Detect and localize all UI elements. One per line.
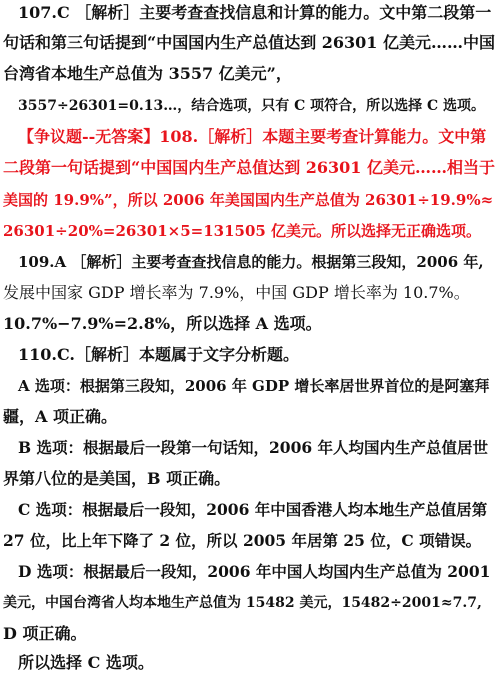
q107-line-1: 107.C ［解析］主要考查查找信息和计算的能力。文中第二段第一	[18, 3, 492, 22]
q108-line-4: 26301÷20%=26301×5=131505 亿美元。所以选择无正确选项。	[3, 222, 482, 240]
q110-option-b-line-1: B 选项：根据最后一段第一句话知，2006 年人均国内生产总值居世	[18, 438, 489, 457]
q107-line-4: 3557÷26301=0.13…，结合选项，只有 C 项符合，所以选择 C 选项。	[18, 98, 486, 114]
q107-line-2: 句话和第三句话提到“中国国内生产总值达到 26301 亿美元……中国	[3, 33, 496, 52]
q109-line-2: 发展中国家 GDP 增长率为 7.9%，中国 GDP 增长率为 10.7%。	[3, 283, 470, 302]
q108-line-1: 【争议题--无答案】108.［解析］本题主要考查计算能力。文中第	[18, 127, 487, 146]
q110-option-d-line-3: D 项正确。	[3, 624, 87, 643]
q110-line-1: 110.C.［解析］本题属于文字分析题。	[18, 345, 299, 364]
q110-option-c-line-1: C 选项：根据最后一段知，2006 年中国香港人均本地生产总值居第	[18, 500, 488, 519]
q109-line-3: 10.7%−7.9%=2.8%，所以选择 A 选项。	[3, 314, 322, 333]
q108-line-2: 二段第一句话提到“中国国内生产总值达到 26301 亿美元……相当于	[3, 158, 496, 177]
q110-option-d-line-2: 美元，中国台湾省人均本地生产总值为 15482 美元，15482÷2001≈7.7,	[3, 595, 482, 611]
q108-line-3: 美国的 19.9%”，所以 2006 年美国国内生产总值为 26301÷19.9%≈	[3, 191, 494, 209]
q110-option-a-line-1: A 选项：根据第三段知，2006 年 GDP 增长率居世界首位的是阿塞拜	[18, 377, 490, 395]
q110-option-a-line-2: 疆，A 项正确。	[3, 407, 117, 426]
q109-line-1: 109.A ［解析］主要考查查找信息的能力。根据第三段知，2006 年,	[18, 253, 484, 271]
q110-option-c-line-2: 27 位，比上年下降了 2 位，所以 2005 年居第 25 位，C 项错误。	[3, 531, 482, 550]
q107-line-3: 台湾省本地生产总值为 3557 亿美元”，	[3, 64, 292, 83]
q110-conclusion: 所以选择 C 选项。	[18, 653, 154, 672]
q110-option-d-line-1: D 选项：根据最后一段知，2006 年中国人均国内生产总值为 2001	[18, 562, 491, 581]
q110-option-b-line-2: 界第八位的是美国，B 项正确。	[3, 469, 231, 488]
